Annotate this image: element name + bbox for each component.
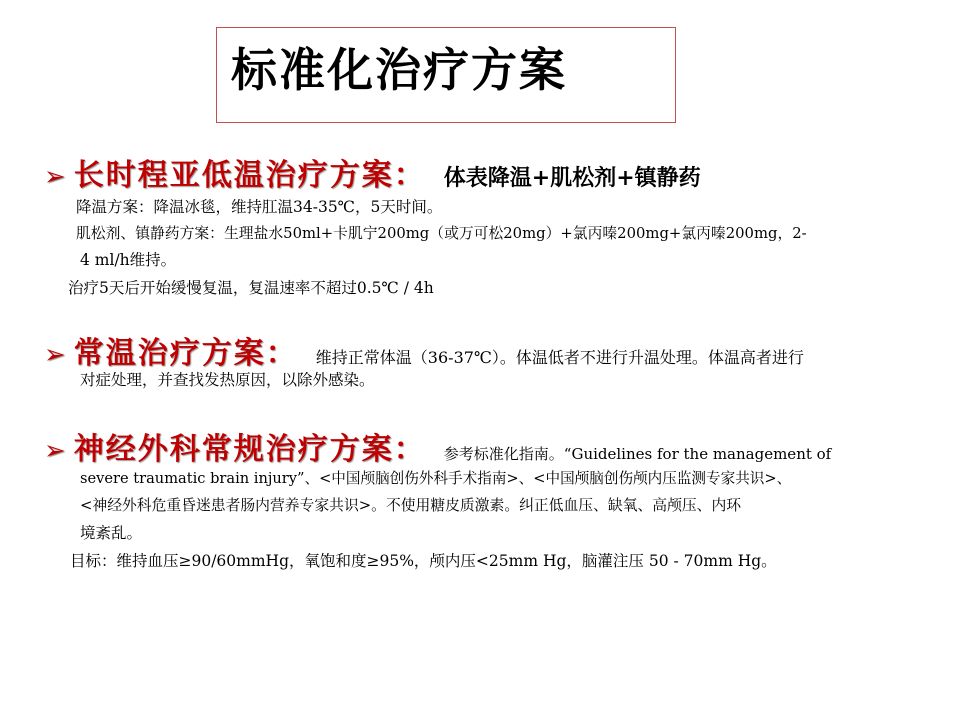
section-hypothermia — [44, 150, 701, 194]
section-heading: 常温治疗方案： — [73, 336, 298, 371]
section-heading-line — [44, 328, 804, 372]
section-heading-desc: 体表降温+肌松剂+镇静药 — [443, 165, 701, 191]
text-line: 对症处理，并查找发热原因，以除外感染。 — [80, 371, 375, 389]
arrow-bullet-icon: ➢ — [44, 162, 66, 192]
title-box — [216, 27, 676, 123]
text-line: 目标：维持血压≥90/60mmHg，氧饱和度≥95%，颅内压<25mm Hg，脑灌注压 50 - 70mm Hg。 — [70, 552, 777, 570]
page-title: 标准化治疗方案 — [231, 43, 567, 97]
section-heading: 神经外科常规治疗方案： — [73, 432, 426, 467]
arrow-bullet-icon: ➢ — [44, 340, 66, 370]
section-heading: 长时程亚低温治疗方案： — [73, 158, 426, 193]
text-line: 治疗5天后开始缓慢复温，复温速率不超过0.5℃ / 4h — [68, 279, 434, 297]
text-line: 肌松剂、镇静药方案：生理盐水50ml+卡肌宁200mg（或万可松20mg）+氯丙嗪200mg+氯丙嗪200mg，2- — [76, 225, 807, 242]
section-heading-line — [44, 150, 701, 194]
text-line: 降温方案：降温冰毯，维持肛温34-35℃，5天时间。 — [76, 198, 443, 216]
section-normothermia — [44, 328, 804, 372]
text-line: 4 ml/h维持。 — [80, 251, 177, 269]
arrow-bullet-icon: ➢ — [44, 436, 66, 466]
text-line: 境紊乱。 — [80, 524, 143, 542]
section-heading-desc: 参考标准化指南。“Guidelines for the management of — [443, 445, 832, 463]
section-heading-desc: 维持正常体温（36-37℃）。体温低者不进行升温处理。体温高者进行 — [315, 348, 804, 367]
text-line: <神经外科危重昏迷患者肠内营养专家共识>。不使用糖皮质激素。纠正低血压、缺氧、高颅压、内环 — [80, 497, 742, 514]
text-line: severe traumatic brain injury”、<中国颅脑创伤外科手术指南>、<中国颅脑创伤颅内压监测专家共识>、 — [80, 470, 792, 487]
section-neurosurgery — [44, 424, 831, 468]
section-heading-line — [44, 424, 831, 468]
